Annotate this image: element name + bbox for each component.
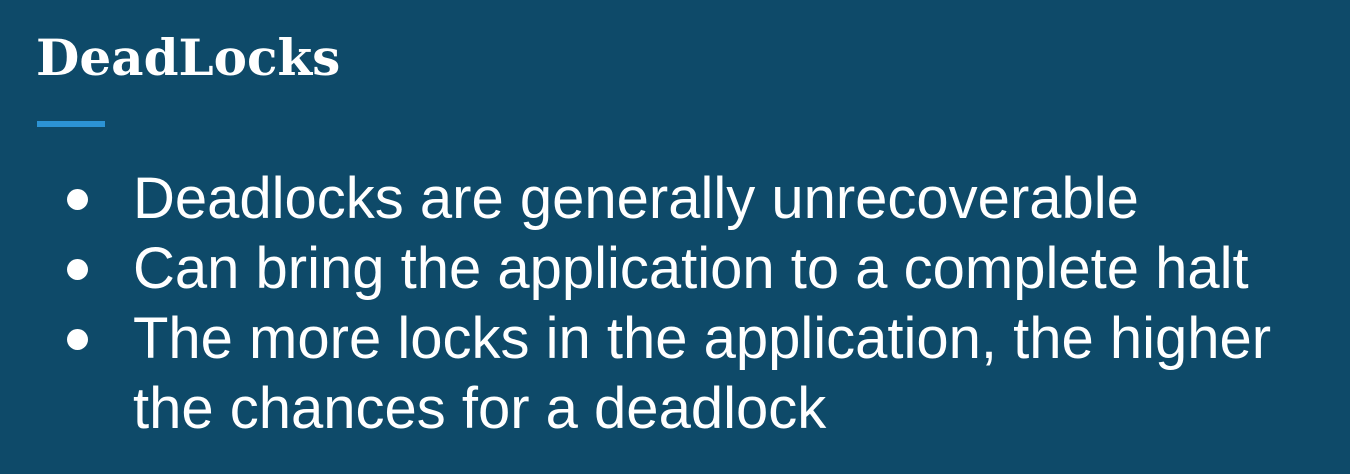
bullet-item xyxy=(0,164,1350,234)
bullet-item xyxy=(0,234,1350,304)
bullet-text: The more locks in the application, the higher the chances for a deadlock xyxy=(133,306,1272,441)
bullet-dot-icon xyxy=(67,259,88,280)
bullet-list xyxy=(0,164,1350,444)
bullet-text: Can bring the application to a complete halt xyxy=(133,236,1249,301)
bullet-item xyxy=(0,304,1350,444)
bullet-text: Deadlocks are generally unrecoverable xyxy=(133,166,1139,231)
title-underline xyxy=(37,121,105,127)
bullet-dot-icon xyxy=(67,329,88,350)
slide-title: DeadLocks xyxy=(36,28,341,87)
bullet-dot-icon xyxy=(67,189,88,210)
